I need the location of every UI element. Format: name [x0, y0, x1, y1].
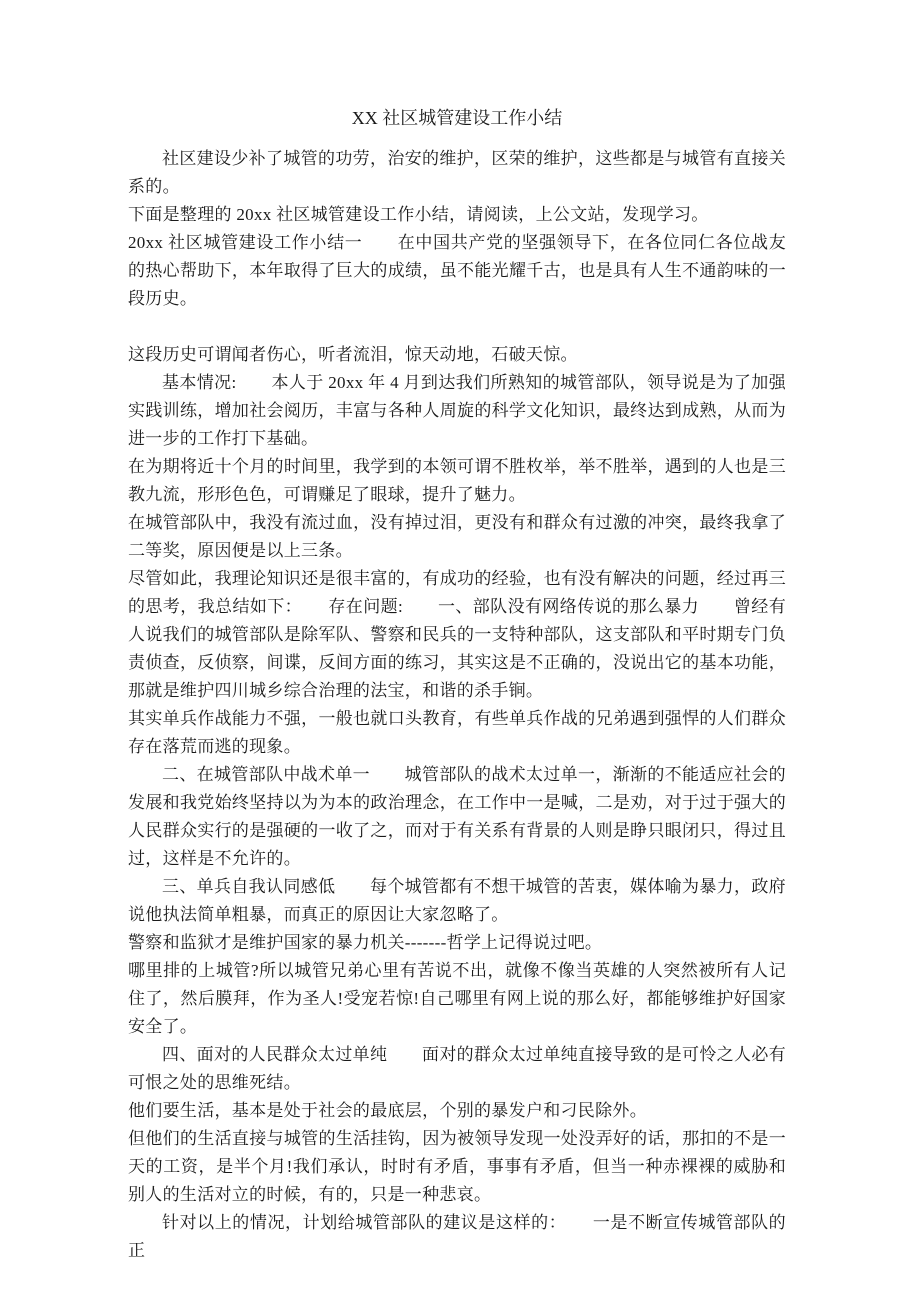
- paragraph: 哪里排的上城管?所以城管兄弟心里有苦说不出，就像不像当英雄的人突然被所有人记住了，然后膜拜，作为圣人!受宠若惊!自己哪里有网上说的那么好，都能够维护好国家安全了。: [128, 961, 786, 1036]
- paragraph: 但他们的生活直接与城管的生活挂钩，因为被领导发现一处没弄好的话，那扣的不是一天的工资，是半个月!我们承认，时时有矛盾，事事有矛盾，但当一种赤裸裸的威胁和别人的生活对立的时候，有的，只是一种悲哀。: [128, 1129, 786, 1204]
- paragraph: 基本情况: 本人于 20xx 年 4 月到达我们所熟知的城管部队，领导说是为了加强实践训练，增加社会阅历，丰富与各种人周旋的科学文化知识，最终达到成熟，从而为进一步的工作打下基础。: [128, 373, 786, 448]
- paragraph: 社区建设少补了城管的功劳，治安的维护，区荣的维护，这些都是与城管有直接关系的。: [128, 149, 786, 196]
- paragraph: 下面是整理的 20xx 社区城管建设工作小结，请阅读，上公文站，发现学习。: [128, 205, 709, 224]
- paragraph: 这段历史可谓闻者伤心，听者流泪，惊天动地，石破天惊。: [128, 345, 578, 364]
- document-title: XX 社区城管建设工作小结: [351, 108, 563, 128]
- paragraph: 他们要生活，基本是处于社会的最底层，个别的暴发户和刁民除外。: [128, 1101, 647, 1120]
- paragraph: 在为期将近十个月的时间里，我学到的本领可谓不胜枚举，举不胜举，遇到的人也是三教九流，形形色色，可谓赚足了眼球，提升了魅力。: [128, 457, 786, 504]
- paragraph: 在城管部队中，我没有流过血，没有掉过泪，更没有和群众有过激的冲突，最终我拿了二等奖，原因便是以上三条。: [128, 513, 786, 560]
- paragraph: 针对以上的情况，计划给城管部队的建议是这样的： 一是不断宣传城管部队的正: [128, 1213, 786, 1260]
- paragraph: 三、单兵自我认同感低 每个城管都有不想干城管的苦衷，媒体喻为暴力，政府说他执法简单粗暴，而真正的原因让大家忽略了。: [128, 877, 786, 924]
- paragraph: 尽管如此，我理论知识还是很丰富的，有成功的经验，也有没有解决的问题，经过再三的思考，我总结如下： 存在问题: 一、部队没有网络传说的那么暴力 曾经有人说我们的城管部队是除军队、警察和民兵的一支特种部队，这支部队和平时期专门负责侦查，反侦察，间谍，反间方面的练习，其实这是不正确的，没说出它的基本功能，那就是维护四川城乡综合治理的法宝，和谐的杀手锏。: [128, 569, 786, 700]
- paragraph: 警察和监狱才是维护国家的暴力机关-------哲学上记得说过吧。: [128, 933, 603, 952]
- empty-line: [128, 313, 786, 341]
- paragraph: 二、在城管部队中战术单一 城管部队的战术太过单一，渐渐的不能适应社会的发展和我党始终坚持以为为本的政治理念，在工作中一是喊，二是劝，对于过于强大的人民群众实行的是强硬的一收了之，而对于有关系有背景的人则是睁只眼闭只，得过且过，这样是不允许的。: [128, 765, 786, 868]
- paragraph: 四、面对的人民群众太过单纯 面对的群众太过单纯直接导致的是可怜之人必有可恨之处的思维死结。: [128, 1045, 786, 1092]
- paragraph: 其实单兵作战能力不强，一般也就口头教育，有些单兵作战的兄弟遇到强悍的人们群众存在落荒而逃的现象。: [128, 709, 786, 756]
- paragraph: 20xx 社区城管建设工作小结一 在中国共产党的坚强领导下，在各位同仁各位战友的热心帮助下，本年取得了巨大的成绩，虽不能光耀千古，也是具有人生不通韵味的一段历史。: [128, 233, 786, 308]
